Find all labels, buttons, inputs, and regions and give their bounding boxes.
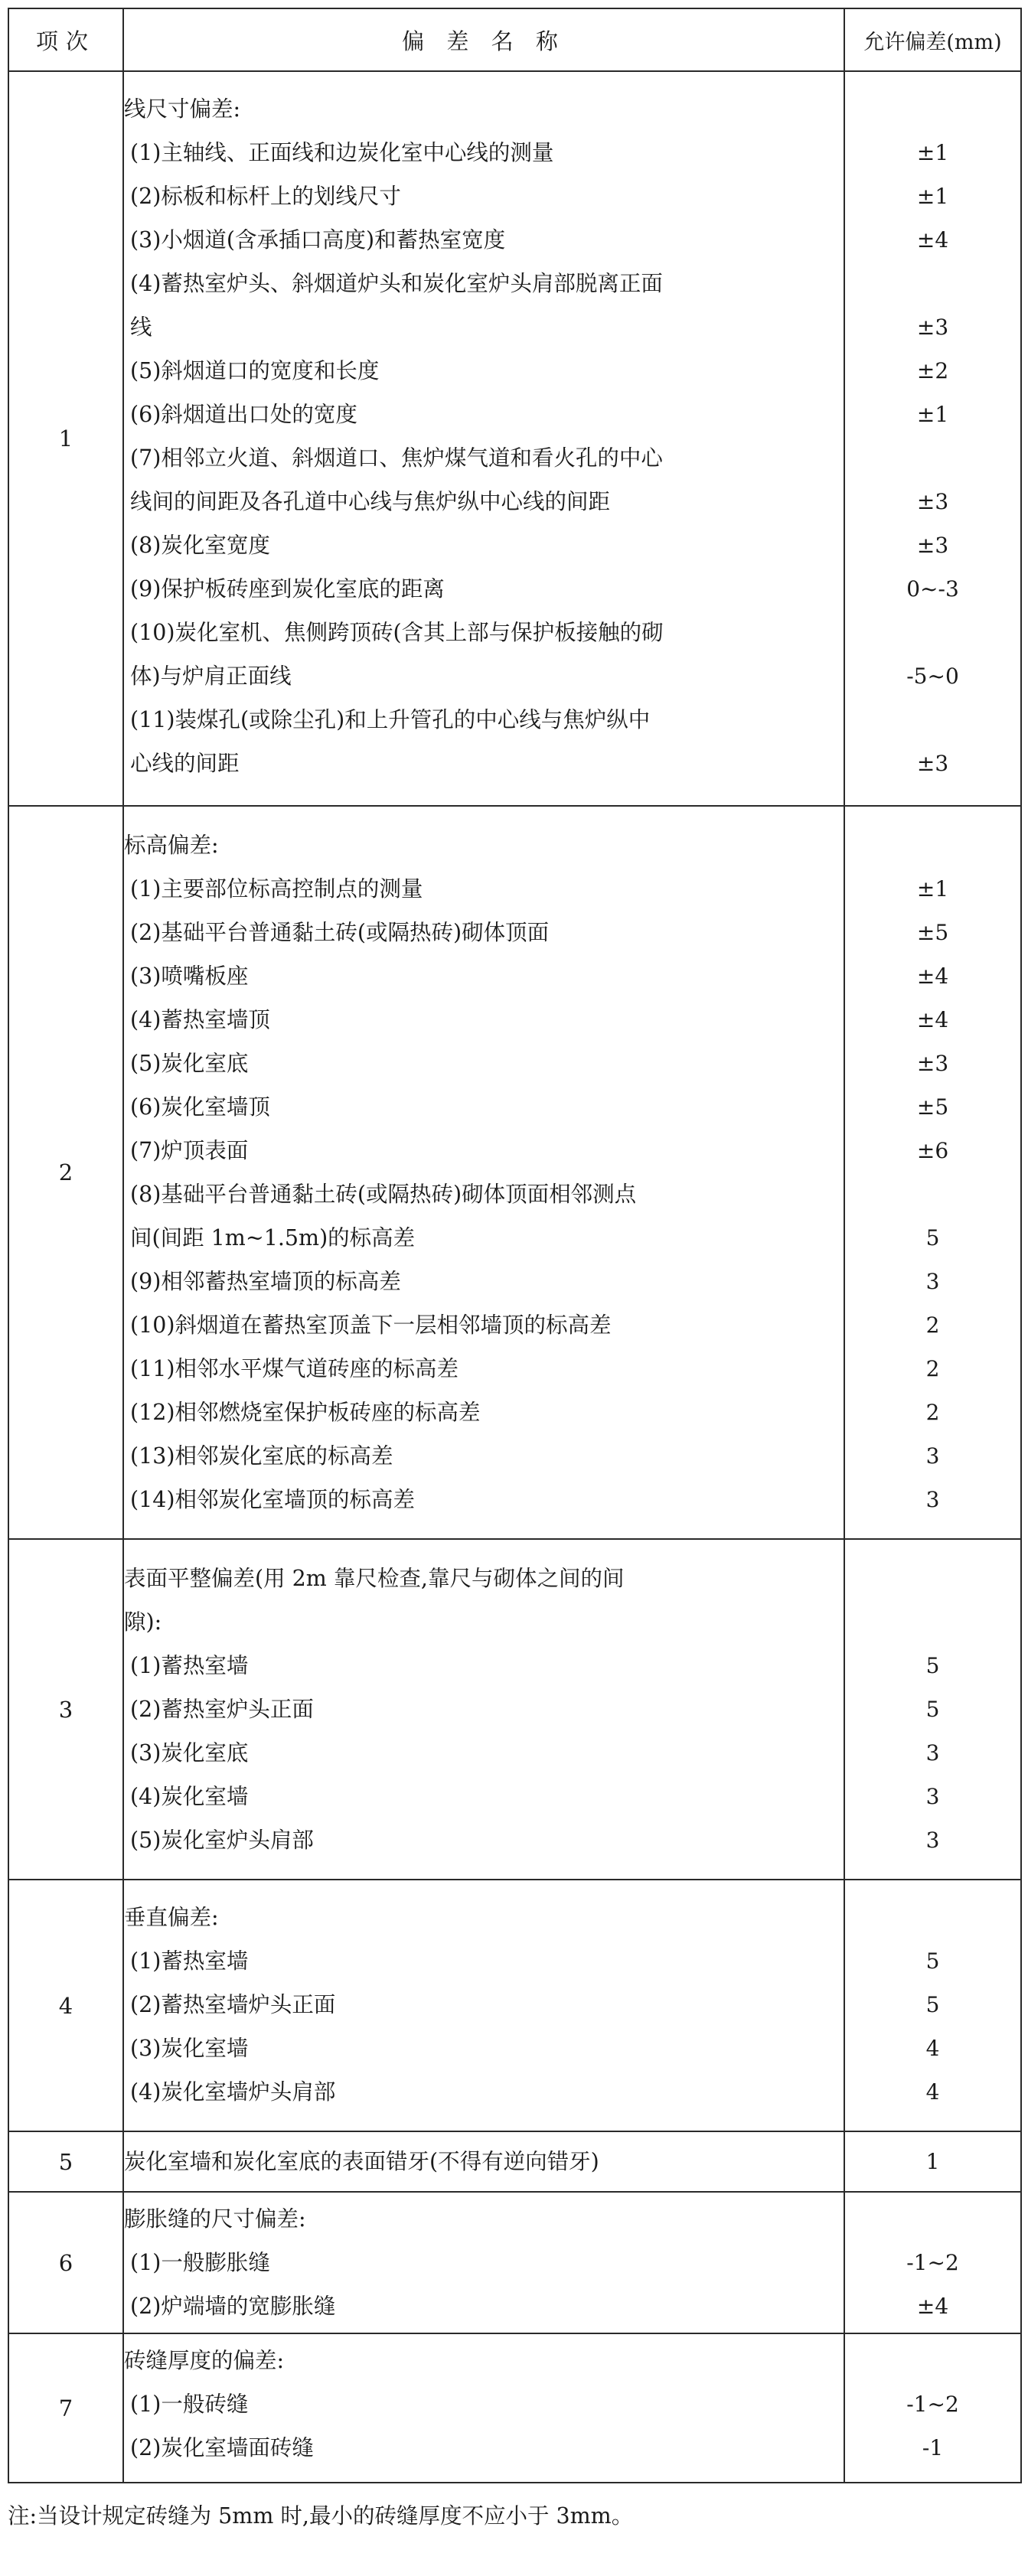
row-text: (9)保护板砖座到炭化室底的距离 (130, 576, 445, 602)
section-description (123, 1880, 844, 2131)
table-header-row (8, 8, 1021, 71)
section-index: 6 (8, 2192, 123, 2333)
section-tolerance (844, 1880, 1021, 2131)
section-index: 3 (8, 1539, 123, 1880)
tolerance-blank (845, 2339, 1020, 2382)
tolerance-value: ±3 (916, 533, 949, 558)
tolerance-value: 5 (925, 1948, 940, 1974)
row-text: (10)斜烟道在蓄热室顶盖下一层相邻墙顶的标高差 (130, 1312, 612, 1338)
header-index: 项次 (8, 8, 123, 71)
tolerance-value: 2 (925, 1400, 940, 1425)
row-text: (1)主轴线、正面线和边炭化室中心线的测量 (130, 140, 554, 165)
section-description (123, 1539, 844, 1880)
section-index: 1 (8, 71, 123, 806)
footnote: 注:当设计规定砖缝为 5mm 时,最小的砖缝厚度不应小于 3mm。 (8, 2503, 634, 2529)
tolerance-blank (845, 1172, 1020, 1216)
row-text: (5)炭化室炉头肩部 (130, 1828, 314, 1853)
table-row (8, 2131, 1021, 2192)
table-row (8, 2192, 1021, 2333)
table-row (8, 806, 1021, 1539)
row-text: (1)蓄热室墙 (130, 1653, 249, 1678)
row-text: 标高偏差: (124, 833, 219, 858)
section-tolerance (844, 71, 1021, 806)
row-text: 膨胀缝的尺寸偏差: (124, 2206, 306, 2232)
row-text: (2)标板和标杆上的划线尺寸 (130, 184, 401, 209)
tolerance-value: ±4 (916, 227, 949, 253)
tolerance-value: ±6 (916, 1138, 949, 1163)
table-row (8, 71, 1021, 806)
row-text: (11)装煤孔(或除尘孔)和上升管孔的中心线与焦炉纵中 (130, 707, 651, 732)
tolerance-value: -1~2 (906, 2250, 959, 2275)
tolerance-value: -1 (922, 2435, 944, 2460)
table-body (8, 71, 1021, 2483)
section-description (123, 2333, 844, 2483)
tolerance-value: 3 (925, 1740, 940, 1766)
tolerance-value: ±3 (916, 489, 949, 514)
tolerance-value: 3 (925, 1443, 940, 1469)
section-tolerance (844, 2192, 1021, 2333)
tolerance-blank (845, 1600, 1020, 1644)
row-text: (2)蓄热室墙炉头正面 (130, 1992, 336, 2017)
table-row (8, 2333, 1021, 2483)
tolerance-blank (845, 1557, 1020, 1600)
tolerance-value: 5 (925, 1653, 940, 1678)
tolerance-value: 0~-3 (906, 576, 959, 602)
section-index: 2 (8, 806, 123, 1539)
row-text: (2)蓄热室炉头正面 (130, 1697, 314, 1722)
row-text: (7)相邻立火道、斜烟道口、焦炉煤气道和看火孔的中心 (130, 445, 663, 471)
header-tolerance: 允许偏差(mm) (844, 8, 1021, 71)
row-text: (3)炭化室底 (130, 1740, 249, 1766)
tolerance-value: ±1 (916, 184, 949, 209)
tolerance-blank (845, 2197, 1020, 2241)
row-text: (5)炭化室底 (130, 1051, 249, 1076)
tolerance-value: ±3 (916, 751, 949, 776)
tolerance-value: ±4 (916, 2294, 949, 2319)
tolerance-value: 5 (925, 1697, 940, 1722)
tolerance-value: ±2 (916, 358, 949, 383)
table-row (8, 1880, 1021, 2131)
row-text: 体)与炉肩正面线 (130, 664, 292, 689)
tolerance-value: ±4 (916, 964, 949, 989)
row-text: 线尺寸偏差: (124, 96, 241, 122)
row-text: 垂直偏差: (124, 1905, 219, 1930)
row-text: 隙): (124, 1609, 162, 1635)
row-text: 炭化室墙和炭化室底的表面错牙(不得有逆向错牙) (124, 2149, 599, 2174)
row-text: (3)炭化室墙 (130, 2036, 249, 2061)
row-text: (1)主要部位标高控制点的测量 (130, 876, 423, 902)
tolerance-value: ±1 (916, 876, 949, 902)
tolerance-value: ±1 (916, 140, 949, 165)
section-tolerance (844, 2333, 1021, 2483)
row-text: (7)炉顶表面 (130, 1138, 249, 1163)
tolerance-blank (845, 823, 1020, 867)
tolerance-value: 1 (925, 2149, 940, 2174)
document (8, 8, 1020, 2530)
row-text: 线间的间距及各孔道中心线与焦炉纵中心线的间距 (130, 489, 611, 514)
tolerance-value: ±3 (916, 315, 949, 340)
tolerance-value: 5 (925, 1992, 940, 2017)
tolerance-blank (845, 87, 1020, 131)
tolerance-value: 3 (925, 1487, 940, 1512)
section-description (123, 2131, 844, 2192)
row-text: 砖缝厚度的偏差: (124, 2348, 285, 2373)
tolerance-value: 3 (925, 1828, 940, 1853)
table-row (8, 1539, 1021, 1880)
row-text: (6)炭化室墙顶 (130, 1094, 270, 1120)
row-text: (3)喷嘴板座 (130, 964, 249, 989)
header-name: 偏 差 名 称 (123, 8, 844, 71)
tolerance-table (8, 8, 1022, 2483)
row-text: (13)相邻炭化室底的标高差 (130, 1443, 393, 1469)
row-text: (8)基础平台普通黏土砖(或隔热砖)砌体顶面相邻测点 (130, 1182, 637, 1207)
section-index: 7 (8, 2333, 123, 2483)
row-text: 心线的间距 (130, 751, 240, 776)
row-text: (1)一般砖缝 (130, 2392, 249, 2417)
tolerance-blank (845, 262, 1020, 305)
tolerance-blank (845, 611, 1020, 654)
section-tolerance (844, 806, 1021, 1539)
row-text: (11)相邻水平煤气道砖座的标高差 (130, 1356, 459, 1381)
tolerance-value: ±1 (916, 402, 949, 427)
row-text: (4)蓄热室炉头、斜烟道炉头和炭化室炉头肩部脱离正面 (130, 271, 663, 296)
tolerance-value: 3 (925, 1784, 940, 1809)
row-text: (1)一般膨胀缝 (130, 2250, 270, 2275)
tolerance-value: 4 (925, 2079, 940, 2105)
row-text: (10)炭化室机、焦侧跨顶砖(含其上部与保护板接触的砌 (130, 620, 664, 645)
tolerance-value: ±5 (916, 1094, 949, 1120)
tolerance-value: -5~0 (906, 664, 959, 689)
row-text: (4)蓄热室墙顶 (130, 1007, 270, 1032)
section-description (123, 806, 844, 1539)
tolerance-blank (845, 436, 1020, 480)
tolerance-blank (845, 1896, 1020, 1939)
row-text: (9)相邻蓄热室墙顶的标高差 (130, 1269, 401, 1294)
section-description (123, 71, 844, 806)
tolerance-value: 4 (925, 2036, 940, 2061)
row-text: 表面平整偏差(用 2m 靠尺检查,靠尺与砌体之间的间 (124, 1566, 625, 1591)
tolerance-value: ±3 (916, 1051, 949, 1076)
tolerance-value: ±4 (916, 1007, 949, 1032)
tolerance-value: 2 (925, 1312, 940, 1338)
section-index: 5 (8, 2131, 123, 2192)
section-description (123, 2192, 844, 2333)
tolerance-value: 3 (925, 1269, 940, 1294)
tolerance-value: ±5 (916, 920, 949, 945)
section-tolerance (844, 2131, 1021, 2192)
row-text: 间(间距 1m~1.5m)的标高差 (130, 1225, 416, 1251)
row-text: 线 (130, 315, 152, 340)
row-text: (12)相邻燃烧室保护板砖座的标高差 (130, 1400, 481, 1425)
row-text: (4)炭化室墙炉头肩部 (130, 2079, 336, 2105)
row-text: (8)炭化室宽度 (130, 533, 270, 558)
row-text: (5)斜烟道口的宽度和长度 (130, 358, 380, 383)
row-text: (2)炉端墙的宽膨胀缝 (130, 2294, 336, 2319)
tolerance-value: 5 (925, 1225, 940, 1251)
row-text: (1)蓄热室墙 (130, 1948, 249, 1974)
row-text: (2)炭化室墙面砖缝 (130, 2435, 314, 2460)
row-text: (4)炭化室墙 (130, 1784, 249, 1809)
row-text: (6)斜烟道出口处的宽度 (130, 402, 357, 427)
section-tolerance (844, 1539, 1021, 1880)
row-text: (2)基础平台普通黏土砖(或隔热砖)砌体顶面 (130, 920, 550, 945)
tolerance-value: -1~2 (906, 2392, 959, 2417)
row-text: (14)相邻炭化室墙顶的标高差 (130, 1487, 416, 1512)
tolerance-value: 2 (925, 1356, 940, 1381)
section-index: 4 (8, 1880, 123, 2131)
tolerance-blank (845, 698, 1020, 742)
row-text: (3)小烟道(含承插口高度)和蓄热室宽度 (130, 227, 506, 253)
